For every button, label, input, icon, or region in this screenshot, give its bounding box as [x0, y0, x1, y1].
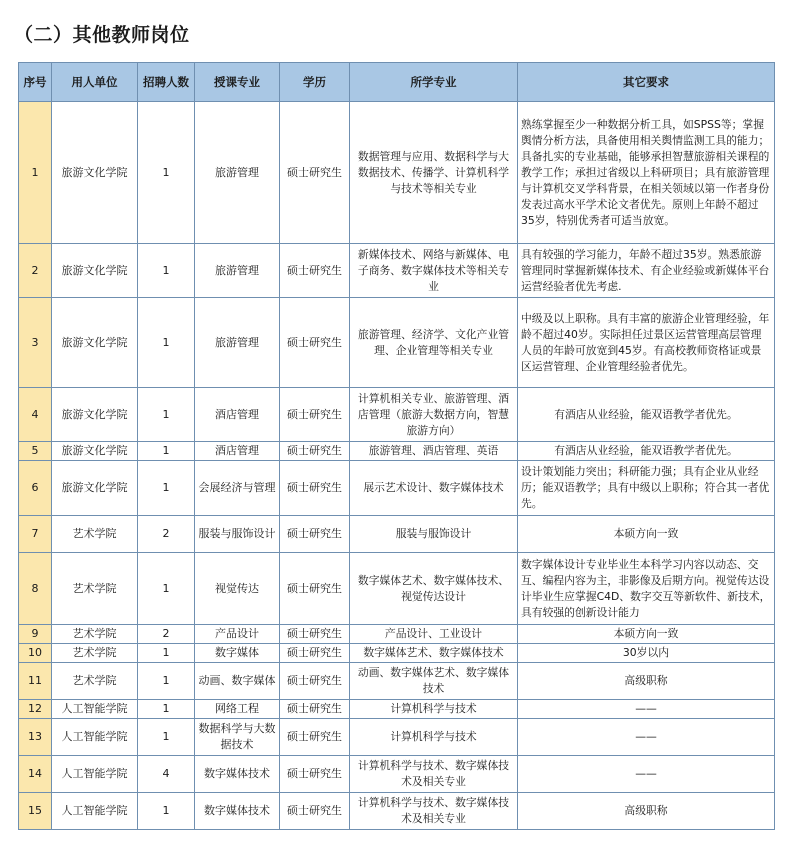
row-requirements: —— [518, 719, 775, 756]
row-unit: 旅游文化学院 [52, 388, 138, 442]
row-course: 网络工程 [195, 700, 280, 719]
row-count: 1 [138, 102, 195, 244]
row-requirements: 本硕方向一致 [518, 625, 775, 644]
header-unit: 用人单位 [52, 63, 138, 102]
row-count: 1 [138, 700, 195, 719]
row-count: 1 [138, 719, 195, 756]
row-unit: 旅游文化学院 [52, 102, 138, 244]
row-count: 1 [138, 793, 195, 830]
row-course: 旅游管理 [195, 298, 280, 388]
row-unit: 艺术学院 [52, 644, 138, 663]
row-course: 数字媒体技术 [195, 793, 280, 830]
row-count: 1 [138, 663, 195, 700]
row-requirements: 有酒店从业经验，能双语教学者优先。 [518, 442, 775, 461]
table-row [19, 461, 775, 516]
header-course: 授课专业 [195, 63, 280, 102]
table-row [19, 516, 775, 553]
positions-table [18, 62, 775, 830]
row-requirements: —— [518, 756, 775, 793]
row-education: 硕士研究生 [280, 793, 350, 830]
row-requirements: 有酒店从业经验，能双语教学者优先。 [518, 388, 775, 442]
row-major: 计算机科学与技术 [350, 719, 518, 756]
row-education: 硕士研究生 [280, 461, 350, 516]
row-count: 1 [138, 442, 195, 461]
table-row [19, 102, 775, 244]
row-education: 硕士研究生 [280, 553, 350, 625]
table-row [19, 244, 775, 298]
row-requirements: 熟练掌握至少一种数据分析工具，如SPSS等；掌握舆情分析方法，具备使用相关舆情监测工具的能力；具备扎实的专业基础，能够承担智慧旅游相关课程的教学工作；承担过省级以上科研项目；具有旅游管理与计算机交叉学科背景，在相关领域以第一作者身份发表过高水平学术论文者优先。原则上年龄不超过35岁，特别优秀者可适当放宽。 [518, 102, 775, 244]
row-education: 硕士研究生 [280, 625, 350, 644]
row-unit: 人工智能学院 [52, 700, 138, 719]
row-education: 硕士研究生 [280, 516, 350, 553]
row-course: 数据科学与大数据技术 [195, 719, 280, 756]
table-row [19, 442, 775, 461]
table-row [19, 553, 775, 625]
row-unit: 旅游文化学院 [52, 442, 138, 461]
row-major: 计算机科学与技术、数字媒体技术及相关专业 [350, 793, 518, 830]
row-requirements: 高级职称 [518, 793, 775, 830]
header-education: 学历 [280, 63, 350, 102]
table-row [19, 298, 775, 388]
row-requirements: 高级职称 [518, 663, 775, 700]
row-major: 服装与服饰设计 [350, 516, 518, 553]
row-count: 1 [138, 553, 195, 625]
row-number: 14 [19, 756, 52, 793]
row-number: 5 [19, 442, 52, 461]
row-education: 硕士研究生 [280, 244, 350, 298]
row-education: 硕士研究生 [280, 663, 350, 700]
row-count: 1 [138, 388, 195, 442]
row-count: 2 [138, 516, 195, 553]
table-row [19, 663, 775, 700]
row-education: 硕士研究生 [280, 719, 350, 756]
row-education: 硕士研究生 [280, 756, 350, 793]
row-unit: 旅游文化学院 [52, 461, 138, 516]
row-unit: 人工智能学院 [52, 793, 138, 830]
row-count: 2 [138, 625, 195, 644]
header-major: 所学专业 [350, 63, 518, 102]
row-major: 数字媒体艺术、数字媒体技术、视觉传达设计 [350, 553, 518, 625]
row-number: 4 [19, 388, 52, 442]
row-course: 酒店管理 [195, 442, 280, 461]
row-major: 旅游管理、酒店管理、英语 [350, 442, 518, 461]
row-count: 1 [138, 644, 195, 663]
row-number: 6 [19, 461, 52, 516]
table-row [19, 756, 775, 793]
row-unit: 旅游文化学院 [52, 298, 138, 388]
row-number: 1 [19, 102, 52, 244]
row-number: 10 [19, 644, 52, 663]
row-requirements: —— [518, 700, 775, 719]
row-course: 动画、数字媒体 [195, 663, 280, 700]
row-education: 硕士研究生 [280, 700, 350, 719]
row-requirements: 具有较强的学习能力，年龄不超过35岁。熟悉旅游管理同时掌握新媒体技术、有企业经验或新媒体平台运营经验者优先考虑. [518, 244, 775, 298]
header-count: 招聘人数 [138, 63, 195, 102]
row-number: 12 [19, 700, 52, 719]
row-unit: 人工智能学院 [52, 756, 138, 793]
row-course: 视觉传达 [195, 553, 280, 625]
row-unit: 艺术学院 [52, 553, 138, 625]
row-count: 1 [138, 298, 195, 388]
row-number: 7 [19, 516, 52, 553]
row-requirements: 设计策划能力突出；科研能力强；具有企业从业经历；能双语教学；具有中级以上职称；符合其一者优先。 [518, 461, 775, 516]
row-count: 1 [138, 244, 195, 298]
row-number: 2 [19, 244, 52, 298]
row-course: 数字媒体 [195, 644, 280, 663]
row-course: 酒店管理 [195, 388, 280, 442]
row-education: 硕士研究生 [280, 442, 350, 461]
table-row [19, 793, 775, 830]
row-major: 新媒体技术、网络与新媒体、电子商务、数字媒体技术等相关专业 [350, 244, 518, 298]
row-number: 3 [19, 298, 52, 388]
row-education: 硕士研究生 [280, 388, 350, 442]
row-number: 15 [19, 793, 52, 830]
row-major: 数字媒体艺术、数字媒体技术 [350, 644, 518, 663]
row-course: 数字媒体技术 [195, 756, 280, 793]
row-count: 1 [138, 461, 195, 516]
row-number: 8 [19, 553, 52, 625]
row-number: 11 [19, 663, 52, 700]
row-major: 产品设计、工业设计 [350, 625, 518, 644]
row-number: 9 [19, 625, 52, 644]
header-row [19, 63, 775, 102]
row-major: 旅游管理、经济学、文化产业管理、企业管理等相关专业 [350, 298, 518, 388]
row-requirements: 数字媒体设计专业毕业生本科学习内容以动态、交互、编程内容为主，非影像及后期方向。视觉传达设计毕业生应掌握C4D、数字交互等新软件、新技术，具有较强的创新设计能力 [518, 553, 775, 625]
table-row [19, 700, 775, 719]
row-unit: 人工智能学院 [52, 719, 138, 756]
row-number: 13 [19, 719, 52, 756]
row-requirements: 本硕方向一致 [518, 516, 775, 553]
table-row [19, 388, 775, 442]
row-course: 产品设计 [195, 625, 280, 644]
row-major: 展示艺术设计、数字媒体技术 [350, 461, 518, 516]
header-no: 序号 [19, 63, 52, 102]
row-unit: 艺术学院 [52, 516, 138, 553]
row-course: 旅游管理 [195, 102, 280, 244]
row-requirements: 中级及以上职称。具有丰富的旅游企业管理经验，年龄不超过40岁。实际担任过景区运营管理高层管理人员的年龄可放宽到45岁。有高校教师资格证或景区运营管理、企业管理经验者优先。 [518, 298, 775, 388]
row-major: 计算机科学与技术、数字媒体技术及相关专业 [350, 756, 518, 793]
row-major: 计算机科学与技术 [350, 700, 518, 719]
row-unit: 旅游文化学院 [52, 244, 138, 298]
row-course: 旅游管理 [195, 244, 280, 298]
row-course: 会展经济与管理 [195, 461, 280, 516]
row-course: 服装与服饰设计 [195, 516, 280, 553]
table-row [19, 625, 775, 644]
table-row [19, 644, 775, 663]
row-major: 动画、数字媒体艺术、数字媒体技术 [350, 663, 518, 700]
header-requirements: 其它要求 [518, 63, 775, 102]
row-education: 硕士研究生 [280, 102, 350, 244]
page-title: （二）其他教师岗位 [14, 24, 190, 46]
row-major: 计算机相关专业、旅游管理、酒店管理（旅游大数据方向，智慧旅游方向） [350, 388, 518, 442]
row-major: 数据管理与应用、数据科学与大数据技术、传播学、计算机科学与技术等相关专业 [350, 102, 518, 244]
row-education: 硕士研究生 [280, 298, 350, 388]
table-row [19, 719, 775, 756]
row-requirements: 30岁以内 [518, 644, 775, 663]
row-count: 4 [138, 756, 195, 793]
row-education: 硕士研究生 [280, 644, 350, 663]
row-unit: 艺术学院 [52, 663, 138, 700]
row-unit: 艺术学院 [52, 625, 138, 644]
